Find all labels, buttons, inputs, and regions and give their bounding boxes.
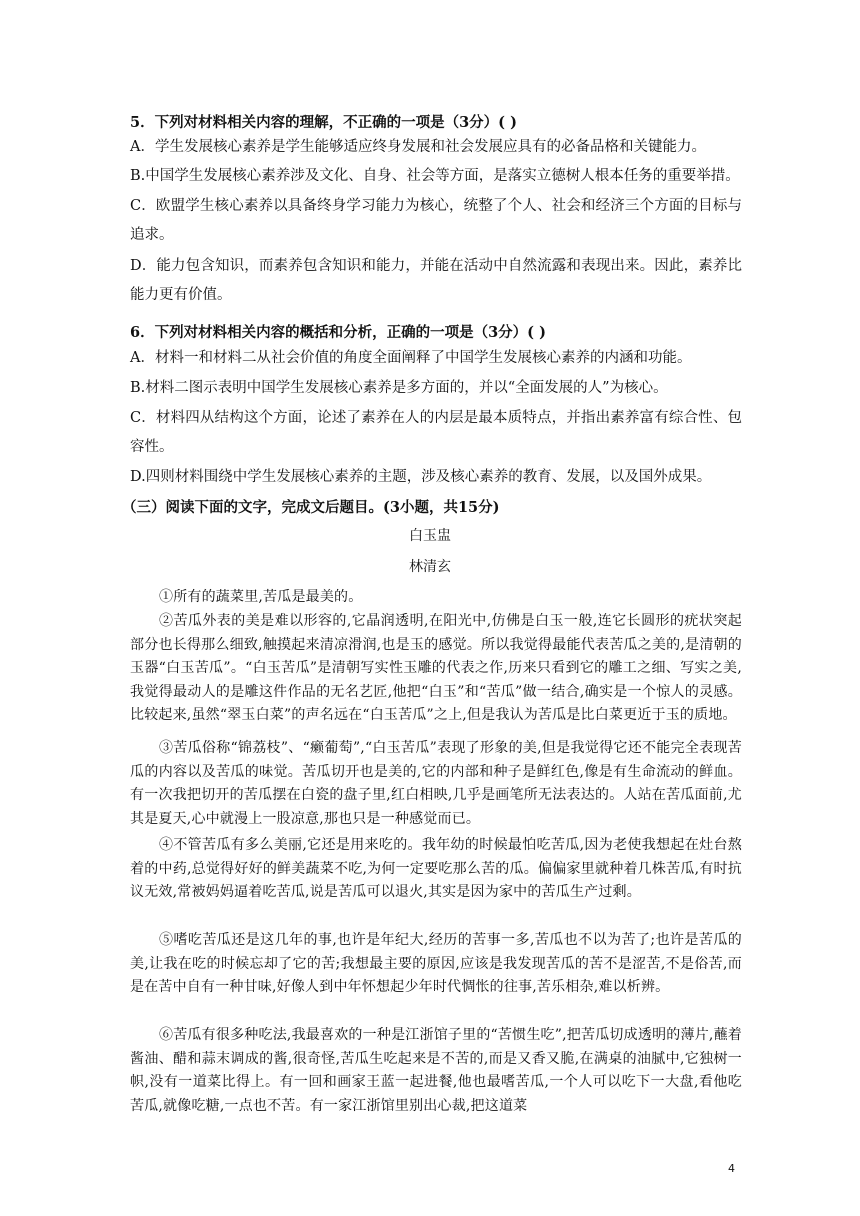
q5-option-a: A．学生发展核心素养是学生能够适应终身发展和社会发展应具有的必备品格和关键能力。 (130, 139, 706, 155)
question-6-stem: 6．下列对材料相关内容的概括和分析，正确的一项是（3分）( ) (130, 324, 546, 341)
q6-option-d: D.四则材料围绕中学生发展核心素养的主题，涉及核心素养的教育、发展，以及国外成果。 (130, 469, 712, 485)
paragraph-2: ②苦瓜外表的美是难以形容的,它晶润透明,在阳光中,仿佛是白玉一般,连它长圆形的疣状突起部分也长得那么细致,触摸起来清凉滑润,也是玉的感觉。所以我觉得最能代表苦瓜之美的,是清朝的玉器“白玉苦瓜”。“白玉苦瓜”是清朝写实性玉雕的代表之作,历来只看到它的雕工之细、写实之美,我觉得最动人的是雕这件作品的无名艺匠,他把“白玉”和“苦瓜”做一结合,确实是一个惊人的灵感。比较起来,虽然“翠玉白菜”的声名远在“白玉苦瓜”之上,但是我认为苦瓜是比白菜更近于玉的质地。 (130, 613, 742, 724)
q5-option-d: D．能力包含知识，而素养包含知识和能力，并能在活动中自然流露和表现出来。因此，素养比能力更有价值。 (130, 258, 742, 303)
q6-option-b: B.材料二图示表明中国学生发展核心素养是多方面的，并以“全面发展的人”为核心。 (130, 380, 668, 396)
q5-option-b: B.中国学生发展核心素养涉及文化、自身、社会等方面，是落实立德树人根本任务的重要举措。 (130, 168, 740, 184)
paragraph-4: ④不管苦瓜有多么美丽,它还是用来吃的。我年幼的时候最怕吃苦瓜,因为老使我想起在灶台熬着的中药,总觉得好好的鲜美蔬菜不吃,为何一定要吃那么苦的瓜。偏偏家里就种着几株苦瓜,有时抗议无效,常被妈妈逼着吃苦瓜,说是苦瓜可以退火,其实是因为家中的苦瓜生产过剩。 (130, 837, 742, 901)
q6-option-a: A．材料一和材料二从社会价值的角度全面阐释了中国学生发展核心素养的内涵和功能。 (130, 350, 692, 366)
section-heading: （三）阅读下面的文字，完成文后题目。(3小题，共15分) (122, 499, 500, 516)
article-author: 林清玄 (409, 559, 451, 575)
q5-option-c: C．欧盟学生核心素养以具备终身学习能力为核心，统整了个人、社会和经济三个方面的目标与追求。 (130, 198, 742, 243)
paragraph-1: ①所有的蔬菜里,苦瓜是最美的。 (159, 589, 363, 605)
paragraph-6: ⑥苦瓜有很多种吃法,我最喜欢的一种是江浙馆子里的“苦惯生吃”,把苦瓜切成透明的薄片,蘸着酱油、醋和蒜末调成的酱,很奇怪,苦瓜生吃起来是不苦的,而是又香又脆,在满桌的油腻中,它独树一帜,没有一道菜比得上。有一回和画家王蓝一起进餐,他也最嗜苦瓜,一个人可以吃下一大盘,看他吃苦瓜,就像吃糖,一点也不苦。有一家江浙馆里别出心裁,把这道菜 (130, 1027, 742, 1114)
question-5-stem: 5．下列对材料相关内容的理解，不正确的一项是（3分）( ) (130, 114, 517, 131)
paragraph-5: ⑤嗜吃苦瓜还是这几年的事,也许是年纪大,经历的苦事一多,苦瓜也不以为苦了;也许是苦瓜的美,让我在吃的时候忘却了它的苦;我想最主要的原因,应该是我发现苦瓜的苦不是涩苦,不是俗苦,而是在苦中自有一种甘味,好像人到中年怀想起少年时代惆怅的往事,苦乐相杂,难以析辨。 (130, 932, 742, 996)
q6-option-c: C．材料四从结构这个方面，论述了素养在人的内层是最本质特点，并指出素养富有综合性、包容性。 (130, 410, 742, 455)
paragraph-3: ③苦瓜俗称“锦荔枝”、“癞葡萄”,“白玉苦瓜”表现了形象的美,但是我觉得它还不能完全表现苦瓜的内容以及苦瓜的味觉。苦瓜切开也是美的,它的内部和种子是鲜红色,像是有生命流动的鲜血。有一次我把切开的苦瓜摆在白瓷的盘子里,红白相映,几乎是画笔所无法表达的。人站在苦瓜面前,尤其是夏天,心中就漫上一股凉意,那也只是一种感觉而已。 (130, 740, 742, 827)
article-title: 白玉盅 (409, 528, 451, 544)
page-number: 4 (728, 1162, 735, 1175)
